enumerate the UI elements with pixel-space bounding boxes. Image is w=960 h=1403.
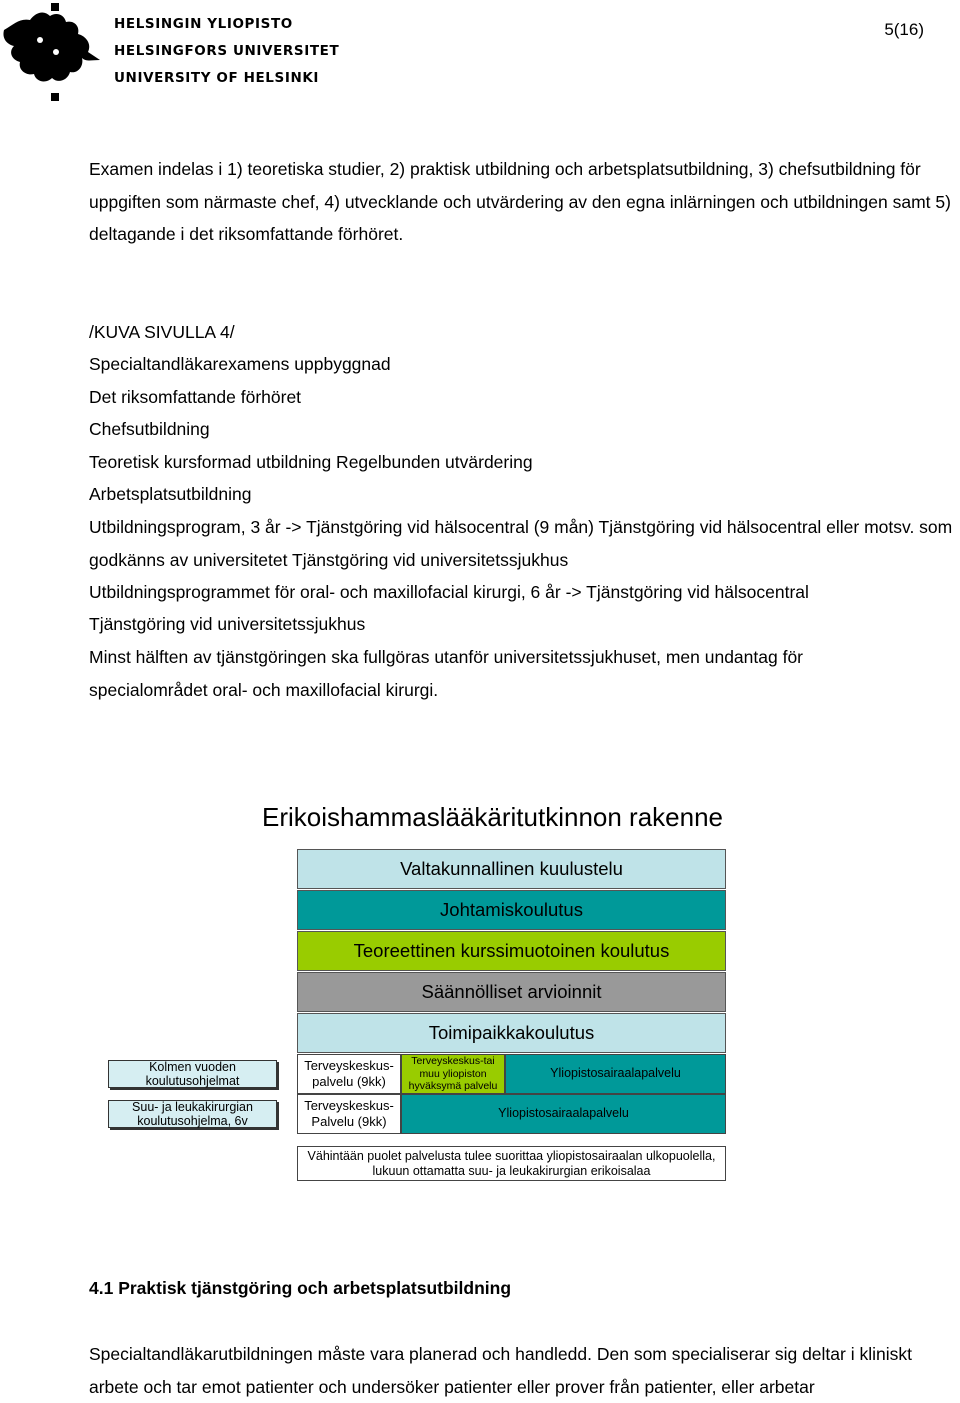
row1-university-hospital-cell: Yliopistosairaalapalvelu	[505, 1054, 726, 1094]
figure-paragraph: Utbildningsprogram, 3 år -> Tjänstgöring vid hälsocentral (9 mån) Tjänstgöring vid hälsocentral eller motsv. som godkänns av universitetet Tjänstgöring vid universitetssjukhus	[89, 517, 953, 570]
section-paragraph: Specialtandläkarutbildningen måste vara planerad och handledd. Den som specialiserar sig deltar i kliniskt arbete och tar emot patienter och undersöker patienter eller prover från patienter, eller arbetar	[89, 1344, 912, 1397]
row1-health-center-cell: Terveyskeskus-palvelu (9kk)	[297, 1054, 401, 1094]
university-name-sv: HELSINGFORS UNIVERSITET	[114, 43, 340, 59]
figure-line: Arbetsplatsutbildning	[89, 484, 252, 504]
figure-line: Teoretisk kursformad utbildning Regelbunden utvärdering	[89, 452, 533, 472]
program-three-year: Kolmen vuoden koulutusohjelmat	[108, 1060, 277, 1088]
diagram-note: Vähintään puolet palvelusta tulee suorittaa yliopistosairaalan ulkopuolella, lukuun ottamatta suu- ja leukakirurgian erikoisalaa	[297, 1146, 726, 1181]
figure-line: Chefsutbildning	[89, 419, 210, 439]
figure-paragraph: Utbildningsprogrammet för oral- och maxillofacial kirurgi, 6 år -> Tjänstgöring vid hälsocentral	[89, 582, 809, 602]
figure-line: Det riksomfattande förhöret	[89, 387, 302, 407]
program-oral-surgery: Suu- ja leukakirurgian koulutusohjelma, 6v	[108, 1100, 277, 1128]
diagram-bar-national-exam: Valtakunnallinen kuulustelu	[297, 849, 726, 889]
intro-paragraph: Examen indelas i 1) teoretiska studier, 2) praktisk utbildning och arbetsplatsutbildning, 3) chefsutbildning för uppgiften som närmaste chef, 4) utvecklande och utvärdering av den egna inlärningen och utbildningen samt 5) deltagande i det riksomfattande förhöret.	[89, 159, 951, 244]
university-name-fi: HELSINGIN YLIOPISTO	[114, 16, 293, 32]
diagram-bar-assessments: Säännölliset arvioinnit	[297, 972, 726, 1012]
figure-line: Tjänstgöring vid universitetssjukhus	[89, 614, 366, 634]
university-name-en: UNIVERSITY OF HELSINKI	[114, 70, 320, 86]
figure-caption: Specialtandläkarexamens uppbyggnad	[89, 354, 391, 374]
diagram-bar-workplace-training: Toimipaikkakoulutus	[297, 1013, 726, 1053]
row2-university-hospital-cell: Yliopistosairaalapalvelu	[401, 1094, 726, 1134]
diagram-bar-leadership: Johtamiskoulutus	[297, 890, 726, 930]
row1-alt-service-cell: Terveyskeskus-tai muu yliopiston hyväksymä palvelu	[401, 1054, 505, 1094]
diagram-bar-theory: Teoreettinen kurssimuotoinen koulutus	[297, 931, 726, 971]
figure-paragraph: Minst hälften av tjänstgöringen ska fullgöras utanför universitetssjukhuset, men undantag för specialområdet oral- och maxillofacial kirurgi.	[89, 647, 804, 700]
row2-health-center-cell: Terveyskeskus-Palvelu (9kk)	[297, 1094, 401, 1134]
page-number: 5(16)	[884, 20, 924, 39]
figure-placeholder-line: /KUVA SIVULLA 4/	[89, 322, 235, 342]
section-heading: 4.1 Praktisk tjänstgöring och arbetsplatsutbildning	[89, 1278, 512, 1298]
university-logo	[0, 0, 110, 105]
diagram-title: Erikoishammaslääkäritutkinnon rakenne	[262, 802, 724, 832]
